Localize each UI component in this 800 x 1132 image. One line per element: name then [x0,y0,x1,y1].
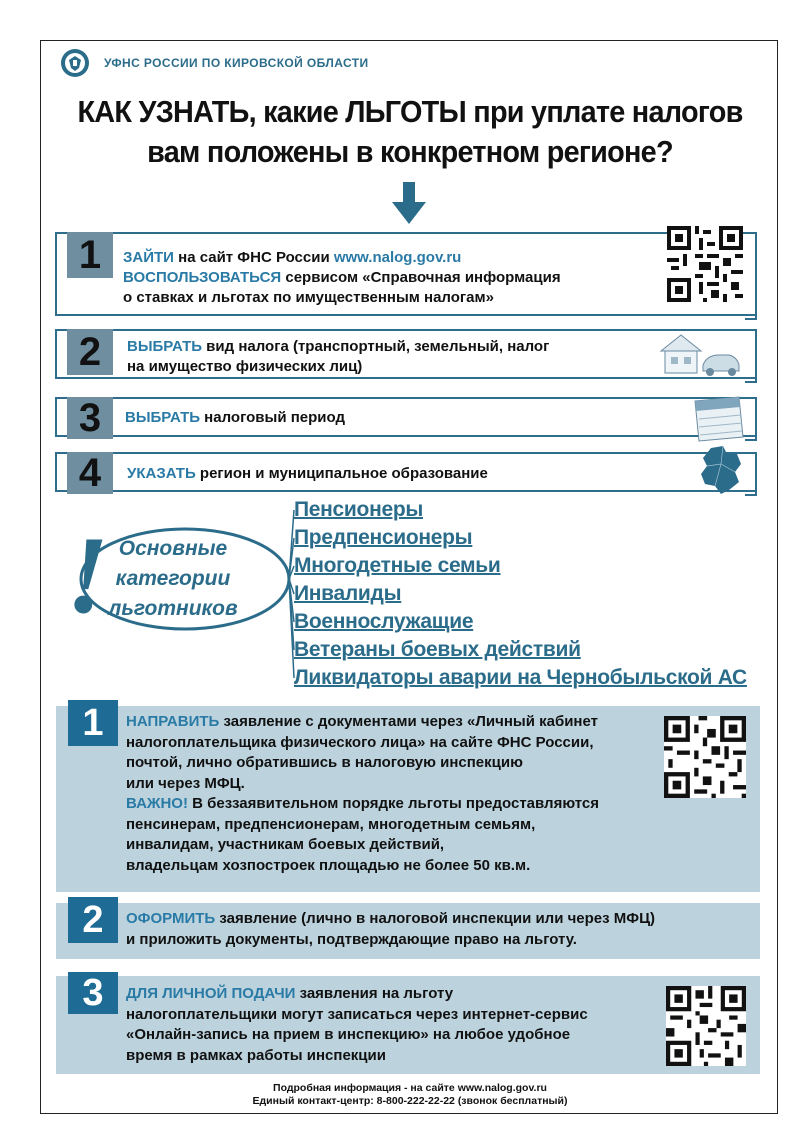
fns-emblem-icon [60,48,90,78]
step-2 [55,329,755,379]
qr-code-icon[interactable] [666,986,746,1066]
step-number: 1 [67,232,113,278]
step-3 [55,395,755,440]
category-item: Многодетные семьи [294,554,501,577]
procedure-2 [56,898,760,959]
qr-code-icon[interactable] [667,226,743,302]
qr-code-icon[interactable] [664,716,746,798]
step-bracket [745,329,757,383]
step-1 [55,232,755,316]
step-bracket [745,452,757,496]
category-item: Военнослужащие [294,610,474,633]
categories-list [294,496,747,692]
calendar-icon [689,393,747,443]
header [60,48,369,78]
procedure-3 [56,971,760,1074]
procedure-number: 1 [68,700,118,746]
step-text: ЗАЙТИ на сайт ФНС России www.nalog.gov.ru ВОСПОЛЬЗОВАТЬСЯ сервисом «Справочная информация о ставках и льготах по имущественным налогам» [123,249,561,306]
step-bracket [745,397,757,441]
procedure-number: 3 [68,972,118,1014]
exclamation-mark: ! [66,514,109,636]
step-4 [55,450,755,495]
step-number: 2 [67,329,113,375]
region-map-icon [697,444,745,496]
procedure-text: НАПРАВИТЬ заявление с документами через «Личный кабинет налогоплательщика физического лица» на сайте ФНС России, почтой, лично обратившись в налоговую инспекцию или через МФЦ. ВАЖНО! В беззаявительном порядке льготы предоставляются пенсинерам, предпенсионерам, многодетным семьям, инвалидам, участникам боевых действий, владельцам хозпостроек площадью не более 50 кв.м. [126,713,599,874]
step-text: ВЫБРАТЬ вид налога (транспортный, земельный, налог на имущество физических лиц) [127,338,550,375]
step-bracket [745,232,757,320]
category-item: Инвалиды [294,582,402,605]
step-number: 4 [67,452,113,494]
step-text: ВЫБРАТЬ налоговый период [125,409,345,426]
category-item: Ликвидаторы аварии на Чернобыльской АС [294,666,747,689]
step-text: УКАЗАТЬ регион и муниципальное образование [127,465,488,482]
down-arrow-icon [392,182,426,224]
category-item: Предпенсионеры [294,526,473,549]
step-number: 3 [67,397,113,439]
procedure-text: ДЛЯ ЛИЧНОЙ ПОДАЧИ заявления на льготу налогоплательщики могут записаться через интернет-сервис «Онлайн-запись на прием в инспекцию» на любое удобное время в рамках работы инспекции [126,985,588,1064]
page-title: КАК УЗНАТЬ, какие ЛЬГОТЫ при уплате налогов вам положены в конкретном регионе? [77,94,743,169]
house-car-icon [657,325,743,381]
category-item: Пенсионеры [294,498,423,521]
procedure-number: 2 [68,897,118,943]
categories-heading: Основные категории льготников [108,537,238,620]
procedure-text: ОФОРМИТЬ заявление (лично в налоговой инспекции или через МФЦ) и приложить документы, подтверждающие право на льготу. [126,910,656,948]
footer: Подробная информация - на сайте www.nalog.gov.ru Единый контакт-центр: 8-800-222-22-22 (звонок бесплатный) [252,1082,568,1107]
category-item: Ветераны боевых действий [294,638,581,661]
procedure-1 [56,701,760,892]
organization-name: УФНС РОССИИ ПО КИРОВСКОЙ ОБЛАСТИ [104,56,369,70]
